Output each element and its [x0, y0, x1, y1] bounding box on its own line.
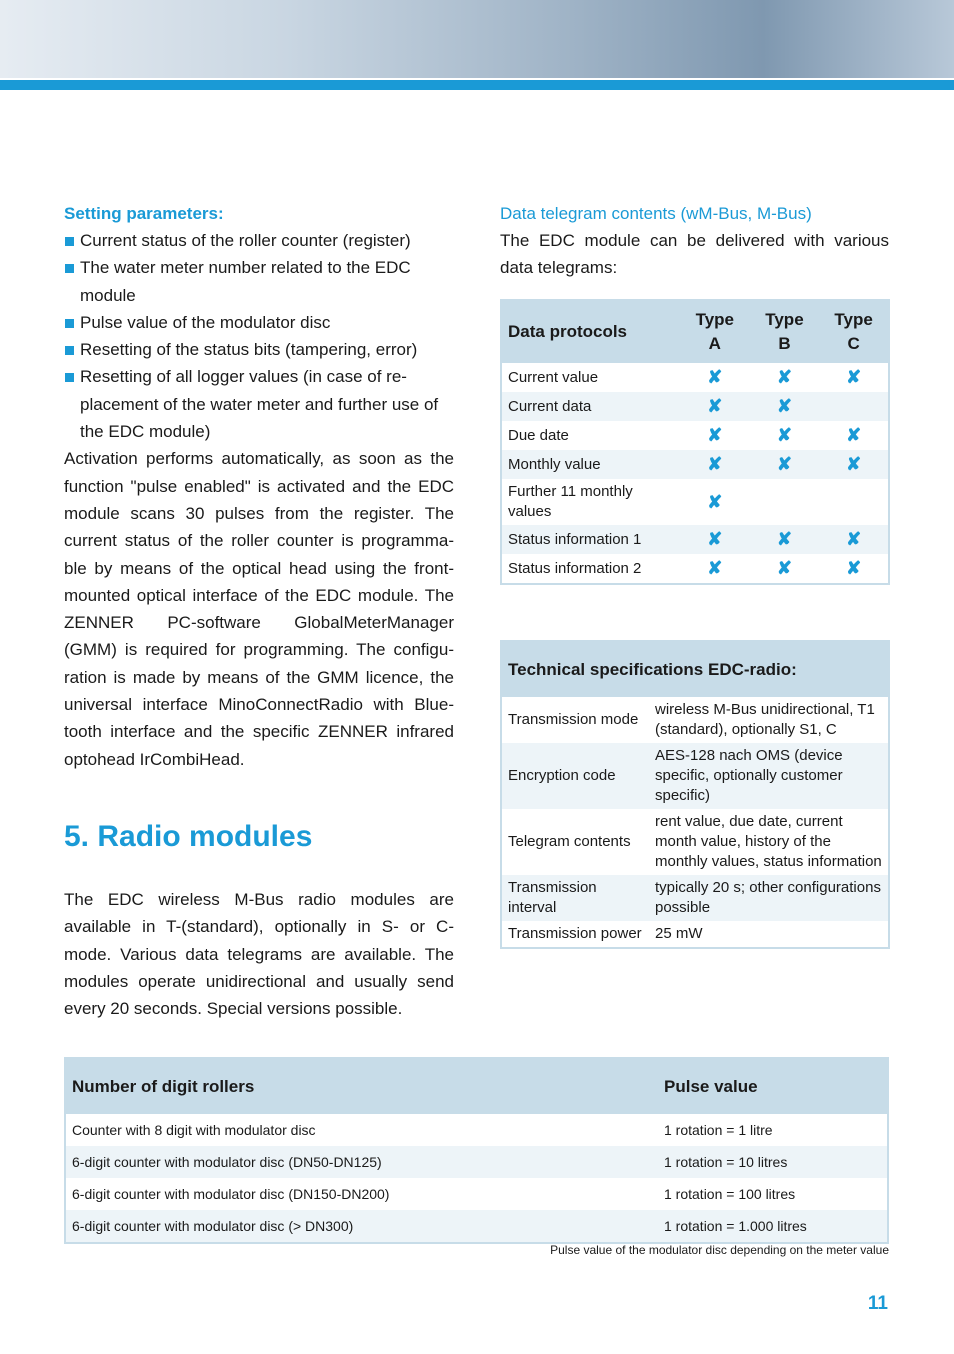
header-stripe [0, 80, 954, 90]
digit-rollers-table [64, 1057, 889, 1244]
row-label: Further 11 monthly values [508, 483, 633, 520]
pulse-value: 1 rotation = 1.000 litres [658, 1210, 888, 1243]
list-item: The water meter number related to the EDC module [64, 254, 454, 309]
section-title: 5. Radio modules [64, 819, 313, 853]
table-row [65, 1210, 888, 1243]
check-mark-icon: ✘ [707, 558, 723, 578]
data-protocols-table [500, 299, 890, 585]
digit-label: 6-digit counter with modulator disc (DN50-DN125) [65, 1146, 658, 1178]
table-header-row [501, 300, 889, 363]
table-header-row [501, 641, 889, 697]
row-label: Status information 1 [501, 525, 680, 554]
table-row [501, 363, 889, 392]
check-mark-icon: ✘ [846, 367, 862, 387]
check-mark-icon: ✘ [680, 525, 750, 554]
spec-label: Transmission power [508, 925, 642, 942]
table-title: Technical specifications EDC-radio: [501, 641, 889, 697]
table-row [501, 743, 889, 809]
list-item: Current status of the roller counter (register) [64, 227, 454, 254]
setting-parameters-heading: Setting parameters: [64, 204, 224, 223]
spec-value: typically 20 s; other configurations possible [649, 875, 889, 921]
row-label: Monthly value [501, 450, 680, 479]
spec-value: 25 mW [655, 925, 703, 942]
check-mark-icon: ✘ [680, 450, 750, 479]
table-row [501, 450, 889, 479]
table-row [65, 1146, 888, 1178]
table-row [501, 809, 889, 875]
radio-modules-paragraph: The EDC wireless M-Bus radio modules are available in T-(standard), optionally in S- or C-mode. Various data telegrams are available. The modules operate unidirectional and usually send every 20 seconds. Special versions possible. [64, 889, 454, 1019]
digit-label: Counter with 8 digit with modulator disc [72, 1122, 316, 1138]
setting-parameters-list [64, 227, 454, 445]
bullet-square-icon [65, 319, 74, 328]
check-mark-icon [819, 392, 889, 421]
technical-specifications-table [500, 640, 890, 949]
list-item: Pulse value of the modulator disc [64, 309, 454, 336]
table-row [65, 1114, 888, 1146]
check-mark-icon: ✘ [819, 450, 889, 479]
table-row [501, 921, 889, 948]
spec-label: Transmission interval [501, 875, 649, 921]
bullet-square-icon [65, 373, 74, 382]
check-mark-icon [819, 479, 889, 525]
bullet-square-icon [65, 264, 74, 273]
page-number: 11 [867, 1293, 888, 1314]
check-mark-icon: ✘ [776, 367, 792, 387]
bullet-square-icon [65, 346, 74, 355]
digit-label: 6-digit counter with modulator disc (> DN300) [65, 1210, 658, 1243]
row-label: Current value [508, 369, 599, 386]
list-item: Resetting of all logger values (in case of re-placement of the water meter and further use of the EDC module) [64, 363, 454, 445]
column-header: Number of digit rollers [65, 1058, 658, 1114]
row-label: Status information 2 [508, 560, 642, 577]
check-mark-icon: ✘ [707, 491, 723, 512]
table-row [65, 1178, 888, 1210]
table-row [501, 525, 889, 554]
table-row [501, 392, 889, 421]
check-mark-icon [750, 479, 820, 525]
telegram-heading: Data telegram contents (wM-Bus, M-Bus) [500, 204, 812, 223]
digit-label: 6-digit counter with modulator disc (DN150-DN200) [72, 1186, 390, 1202]
table-row [501, 875, 889, 921]
check-mark-icon: ✘ [750, 392, 820, 421]
column-header: Pulse value [658, 1058, 888, 1114]
check-mark-icon: ✘ [680, 392, 750, 421]
check-mark-icon: ✘ [846, 558, 862, 578]
pulse-value: 1 rotation = 1 litre [664, 1122, 773, 1138]
check-mark-icon: ✘ [776, 425, 792, 445]
column-header: Type A [680, 300, 750, 363]
table-header-row [65, 1058, 888, 1114]
spec-label: Encryption code [501, 743, 649, 809]
column-header: Type C [819, 300, 889, 363]
activation-paragraph: Activation performs automatically, as soon as the function "pulse enabled" is activated and the EDC module scans 30 pulses from the register. The current status of the roller counter is programma-ble by means of the optical head using the front-mounted optical interface of the EDC module. The ZENNER PC-software GlobalMeterManager (GMM) is required for programming. The configu-ration is made by means of the GMM licence, the universal interface MinoConnectRadio with Blue-tooth interface and the specific ZENNER infrared optohead IrCombiHead. [64, 449, 454, 769]
telegram-paragraph: The EDC module can be delivered with various data telegrams: [500, 231, 889, 278]
table-row [501, 554, 889, 584]
spec-value: AES-128 nach OMS (device specific, optionally customer specific) [649, 743, 889, 809]
check-mark-icon: ✘ [819, 525, 889, 554]
bullet-square-icon [65, 237, 74, 246]
check-mark-icon: ✘ [707, 367, 723, 387]
spec-value: wireless M-Bus unidirectional, T1 (standard), optionally S1, C [655, 701, 875, 738]
left-column [64, 200, 454, 1022]
check-mark-icon: ✘ [707, 425, 723, 445]
check-mark-icon: ✘ [846, 425, 862, 445]
table-caption: Pulse value of the modulator disc depending on the meter value [550, 1243, 889, 1257]
table-row [501, 697, 889, 743]
row-label: Current data [501, 392, 680, 421]
check-mark-icon: ✘ [750, 525, 820, 554]
spec-value: rent value, due date, current month value, history of the monthly values, status information [655, 813, 882, 870]
check-mark-icon: ✘ [776, 558, 792, 578]
list-item: Resetting of the status bits (tampering, error) [64, 336, 454, 363]
spec-label: Telegram contents [508, 833, 631, 850]
row-label: Due date [508, 427, 569, 444]
header-banner [0, 0, 954, 78]
pulse-value: 1 rotation = 100 litres [664, 1186, 796, 1202]
spec-label: Transmission mode [508, 711, 639, 728]
table-row [501, 479, 889, 525]
pulse-value: 1 rotation = 10 litres [658, 1146, 888, 1178]
column-header: Data protocols [501, 300, 680, 363]
right-column [500, 200, 889, 282]
table-row [501, 421, 889, 450]
check-mark-icon: ✘ [750, 450, 820, 479]
column-header: Type B [750, 300, 820, 363]
